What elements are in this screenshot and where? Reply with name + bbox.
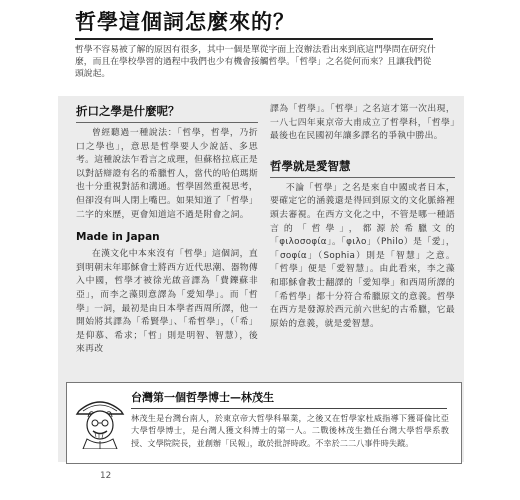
intro-paragraph: 哲學不容易被了解的原因有很多，其中一個是單從字面上沒辦法看出來到底這門學問在研究什麼，而且在學校學習的過程中我們也少有機會接觸哲學。「哲學」之名從何而來？且讓我們從頭說起。 — [75, 45, 436, 79]
section-heading-made-in-japan: Made in Japan — [76, 231, 160, 244]
section-body-made-in-japan: 在漢文化中本來沒有「哲學」這個詞，直到明朝末年耶穌會士將西方近代思潮、器物傳入中國，哲學才被徐光啟音譯為「費鑠蘇非亞」，而李之藻則意譯為「愛知學」。而「哲學」一詞，最初是由日本學者西周所譯，他一開始將其譯為「希賢學」、「希哲學」，（「希」是仰慕、希求；「哲」則是明智、智慧），後來再改 — [76, 249, 258, 355]
section-heading-zhekou: 折口之學是什麼呢？ — [76, 103, 258, 123]
right-column — [270, 103, 455, 331]
page-title: 哲學這個詞怎麼來的？ — [75, 10, 295, 34]
title-rule — [75, 38, 433, 40]
left-column — [76, 103, 258, 357]
page-number: 12 — [100, 471, 112, 481]
section-heading-love-wisdom: 哲學就是愛智慧 — [270, 158, 455, 178]
section-body-zhekou: 曾經聽過一種說法：「哲學，哲學，乃折口之學也」，意思是哲學要人少說話、多思考。這種說法乍看言之成理，但蘇格拉底正是以對話辯證有名的希臘哲人，當代的哈伯瑪斯也十分重視對話和溝通。哲學固然重視思考，但卻沒有叫人閉上嘴巴。如果知道了「哲學」二字的來歷，更會知道這不過是附會之詞。 — [76, 128, 258, 220]
portrait-sketch-icon — [71, 387, 129, 449]
sidebar-box-title: 台灣第一個哲學博士—林茂生 — [131, 389, 447, 409]
section-body-love-wisdom: 不論「哲學」之名是來自中國或者日本，要確定它的涵義還是得回到原文的文化脈絡裡頭去審視。在西方文化之中，不管是哪一種語言的「哲學」，都源於希臘文的「φιλοσοφία」。「φιλο」（Philo）是「愛」，「σοφία」（Sophia）則是「智慧」之意。「哲學」便是「愛智慧」。由此看來，李之藻和耶穌會教士翻譯的「愛知學」和西周所譯的「希哲學」都十分符合希臘原文的意義。哲學在西方是發源於西元前六世紀的古希臘，它最原始的意義，就是愛智慧。 — [270, 182, 455, 329]
sidebar-box-body: 林茂生是台灣台南人，於東京帝大哲學科畢業，之後又在哲學家杜威指導下獲哥倫比亞大學哲學博士，是台灣人獲文科博士的第一人。二戰後林茂生擔任台灣大學哲學系教授、文學院院長，並創辦「民報」，敢於批評時政。不幸於二二八事件時失蹤。 — [131, 413, 449, 448]
sidebar-box — [66, 382, 462, 464]
section-body-made-in-japan-cont: 譯為「哲學」。「哲學」之名這才第一次出現，一八七四年東京帝大甫成立了哲學科，「哲學」最後也在民國初年讓多譯名的爭執中勝出。 — [270, 104, 455, 142]
